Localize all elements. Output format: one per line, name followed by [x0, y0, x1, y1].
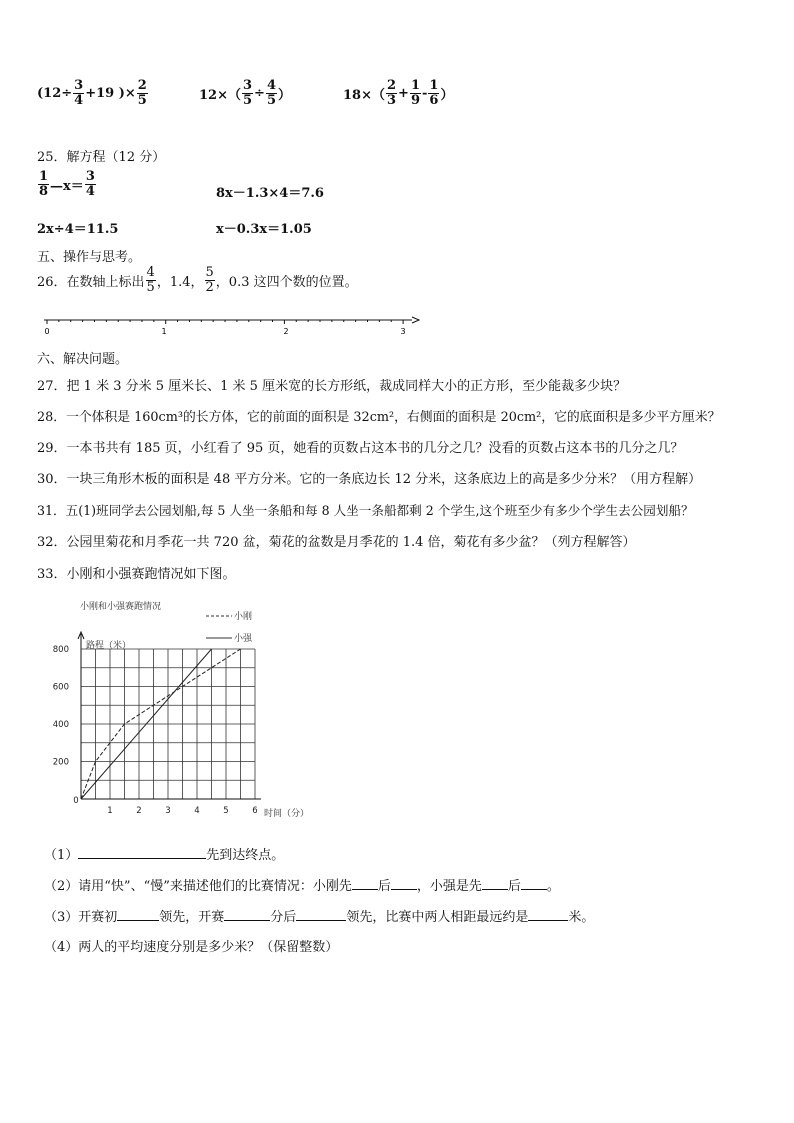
den: 5 [242, 92, 253, 108]
q33-part-4: （4）两人的平均速度分别是多少米？（保留整数） [44, 940, 339, 955]
text: ，0.3 这四个数的位置。 [215, 274, 358, 290]
y-axis-label: 路程（米） [86, 641, 132, 651]
num: 1 [429, 78, 439, 93]
answer-blank[interactable] [482, 876, 508, 890]
text: ÷ [254, 85, 265, 101]
number-line-ticks [47, 320, 403, 324]
legend-label-xiaogang: 小刚 [234, 612, 253, 622]
fraction [38, 170, 49, 198]
fraction [242, 79, 253, 107]
text: 。 [546, 879, 560, 894]
calc-expression-1 [37, 79, 149, 107]
answer-blank[interactable] [521, 876, 547, 890]
x-axis-label: 时间（分） [264, 809, 310, 819]
text: 12×（ [199, 87, 241, 103]
question-28: 28．一个体积是 160cm³的长方体，它的前面的面积是 32cm²，右侧面的面积是 20cm²，它的底面积是多少平方厘米？ [37, 410, 721, 425]
section-5-heading: 五、操作与思考。 [37, 250, 142, 265]
number-line-arrow [412, 317, 419, 323]
chart-title: 小刚和小强赛跑情况 [80, 602, 162, 612]
text: ，1.4， [156, 274, 204, 290]
num: 1 [410, 78, 420, 93]
chart-legend [206, 610, 253, 644]
q33-part-3 [44, 906, 594, 925]
x-tick-label: 6 [252, 806, 258, 816]
q33-part-1 [44, 844, 284, 863]
answer-blank[interactable] [391, 876, 417, 890]
text: 26．在数轴上标出 [37, 274, 145, 290]
number-line-label-3: 3 [400, 327, 406, 336]
fraction [205, 266, 215, 294]
number-line [34, 312, 424, 338]
den: 8 [39, 183, 49, 199]
fraction [73, 79, 84, 107]
text: 后 [507, 879, 521, 894]
answer-blank[interactable] [296, 907, 346, 921]
num: 3 [74, 78, 84, 93]
text: ，小强是先 [416, 879, 482, 894]
y-tick-label: 800 [52, 645, 69, 655]
calc-expression-2 [199, 79, 291, 107]
text: 后 [377, 879, 391, 894]
q25-title: 25．解方程（12 分） [37, 150, 166, 165]
den: 9 [410, 92, 420, 108]
num: 5 [205, 265, 214, 280]
number-line-label-2: 2 [283, 327, 289, 336]
number-line-label-1: 1 [161, 327, 167, 336]
race-chart [36, 596, 346, 826]
den: 5 [146, 279, 155, 295]
x-tick-label: 0 [73, 796, 79, 806]
x-tick-label: 4 [194, 806, 200, 816]
q25-equation-1 [37, 170, 97, 198]
fraction [410, 79, 421, 107]
num: 3 [242, 78, 253, 93]
text: ） [440, 87, 454, 103]
text: 分后 [270, 910, 297, 925]
text: 18×（ [343, 87, 385, 103]
q33-part-2 [44, 875, 560, 894]
number-line-label-0: 0 [44, 327, 50, 336]
den: 4 [85, 183, 95, 199]
question-30: 30．一块三角形木板的面积是 48 平方分米。它的一条底边长 12 分米，这条底边上的高是多少分米？（用方程解） [37, 472, 702, 487]
num: 4 [146, 265, 155, 280]
q25-equation-4: x－0.3x＝1.05 [216, 222, 312, 237]
text: (12÷ [37, 85, 73, 101]
chart-tick-labels [53, 645, 258, 816]
text: 米。 [568, 910, 595, 925]
y-tick-label: 400 [52, 720, 69, 730]
text: —x＝ [50, 178, 84, 194]
fraction [428, 79, 439, 107]
answer-blank[interactable] [352, 876, 378, 890]
den: 3 [386, 92, 397, 108]
text: + [398, 85, 409, 101]
q25-equation-2: 8x－1.3×4＝7.6 [216, 186, 324, 201]
fraction [137, 79, 148, 107]
den: 6 [429, 92, 439, 108]
chart-axes [78, 632, 261, 799]
x-tick-label: 3 [165, 806, 171, 816]
text: - [421, 85, 428, 101]
num: 2 [386, 78, 397, 93]
x-tick-label: 2 [136, 806, 142, 816]
question-27: 27．把 1 米 3 分米 5 厘米长、1 米 5 厘米宽的长方形纸，裁成同样大小的正方形，至少能裁多少块？ [37, 379, 627, 394]
text: 领先，比赛中两人相距最远约是 [346, 910, 529, 925]
fraction [85, 170, 96, 198]
y-tick-label: 600 [52, 682, 69, 693]
answer-blank[interactable] [117, 907, 159, 921]
answer-blank[interactable] [78, 845, 206, 859]
fraction [146, 266, 156, 294]
num: 4 [266, 78, 276, 93]
text: 先到达终点。 [206, 848, 285, 863]
y-tick-label: 200 [52, 757, 69, 768]
q25-equation-3: 2x÷4＝11.5 [37, 222, 119, 237]
section-6-heading: 六、解决问题。 [37, 352, 129, 367]
answer-blank[interactable] [528, 907, 568, 921]
text: （1） [44, 848, 79, 863]
question-29: 29．一本书共有 185 页，小红看了 95 页，她看的页数占这本书的几分之几？没看的页数占这本书的几分之几？ [37, 441, 684, 456]
question-33: 33．小刚和小强赛跑情况如下图。 [37, 567, 236, 582]
text: ） [277, 87, 291, 103]
den: 4 [74, 92, 84, 108]
den: 2 [205, 279, 214, 295]
den: 5 [137, 92, 147, 108]
fraction [266, 79, 277, 107]
text: （2）请用“快”、“慢”来描述他们的比赛情况：小刚先 [44, 879, 352, 894]
num: 3 [85, 169, 95, 184]
chart-grid [81, 649, 255, 799]
num: 2 [137, 78, 147, 93]
calc-expression-3 [343, 79, 453, 107]
q26-text [37, 266, 358, 294]
question-31: 31．五(1)班同学去公园划船,每 5 人坐一条船和每 8 人坐一条船都剩 2 个学生,这个班至少有多少个学生去公园划船？ [37, 503, 694, 518]
legend-label-xiaoqiang: 小强 [234, 634, 253, 644]
fraction [386, 79, 397, 107]
text: +19 )× [85, 85, 136, 101]
answer-blank[interactable] [224, 907, 270, 921]
text: （3）开赛初 [44, 910, 118, 925]
x-tick-label: 5 [223, 806, 229, 816]
text: 领先，开赛 [159, 910, 225, 925]
x-tick-label: 1 [107, 806, 113, 816]
den: 5 [266, 92, 276, 108]
num: 1 [39, 169, 49, 184]
question-32: 32．公园里菊花和月季花一共 720 盆，菊花的盆数是月季花的 1.4 倍，菊花有多少盆？（列方程解答） [37, 535, 636, 550]
